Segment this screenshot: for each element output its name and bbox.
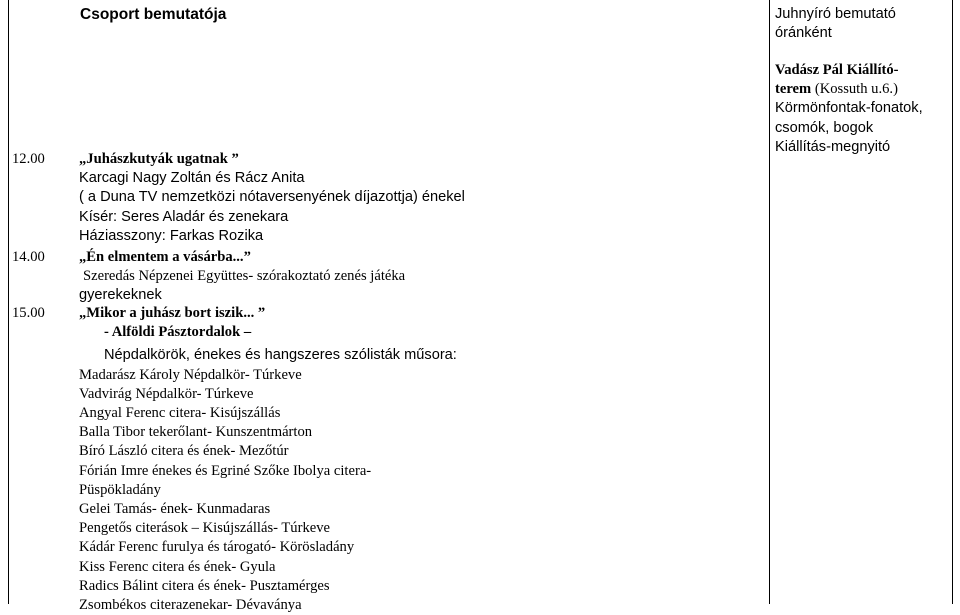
- program-time: 12.00: [12, 151, 45, 167]
- program-line: Kísér: Seres Aladár és zenekara: [79, 208, 289, 225]
- exhibit-title-end: terem: [775, 81, 812, 98]
- program-time: 14.00: [12, 249, 45, 265]
- exhibit-block: [775, 61, 923, 157]
- exhibit-location: (Kossuth u.6.): [811, 81, 898, 98]
- exhibit-line: csomók, bogok: [775, 119, 874, 136]
- program-block: [79, 150, 465, 246]
- section-header: Csoport bemutatója: [80, 6, 227, 23]
- performer-line: Püspökladány: [79, 481, 161, 498]
- exhibit-line: Körmönfontak-fonatok,: [775, 100, 923, 117]
- exhibit-title: Vadász Pál Kiállító-: [775, 62, 899, 78]
- performer-line: Kádár Ferenc furulya és tárogató- Körösladány: [79, 539, 355, 556]
- performer-line: Gelei Tamás- ének- Kunmadaras: [79, 501, 271, 518]
- program-time: 15.00: [12, 305, 45, 321]
- program-line: Karcagi Nagy Zoltán és Rácz Anita: [79, 170, 305, 187]
- column-divider-left: [8, 0, 9, 604]
- exhibit-line: Kiállítás-megnyitó: [775, 138, 891, 155]
- program-block: [79, 248, 405, 306]
- column-divider-right: [952, 0, 953, 604]
- performer-line: Balla Tibor tekerőlant- Kunszentmárton: [79, 424, 313, 441]
- program-line: Háziasszony: Farkas Rozika: [79, 227, 264, 244]
- program-title: „Én elmentem a vásárba...”: [79, 249, 251, 265]
- right-note: [775, 5, 896, 43]
- program-title: „Juhászkutyák ugatnak ”: [79, 151, 239, 167]
- performer-line: Radics Bálint citera és ének- Pusztamérges: [79, 577, 330, 594]
- performer-line: Pengetős citerások – Kisújszállás- Túrkeve: [79, 520, 331, 537]
- program-line: Népdalkörök, énekes és hangszeres szólisták műsora:: [104, 347, 457, 364]
- program-block: [79, 304, 457, 615]
- exhibit-title-line2: [775, 80, 923, 99]
- performer-line: Angyal Ferenc citera- Kisújszállás: [79, 405, 281, 422]
- performer-line: Bíró László citera és ének- Mezőtúr: [79, 443, 289, 460]
- program-subtitle: - Alföldi Pásztordalok –: [104, 324, 252, 341]
- performer-line: Madarász Károly Népdalkör- Túrkeve: [79, 366, 302, 383]
- note-line: Juhnyíró bemutató: [775, 6, 896, 22]
- performer-line: Fórián Imre énekes és Egriné Szőke Ibolya citera-: [79, 462, 372, 479]
- column-divider-middle: [769, 0, 770, 604]
- program-title: „Mikor a juhász bort iszik... ”: [79, 305, 266, 321]
- performer-line: Kiss Ferenc citera és ének- Gyula: [79, 558, 276, 575]
- program-line: ( a Duna TV nemzetközi nótaversenyének díjazottja) énekel: [79, 189, 465, 206]
- program-line: gyerekeknek: [79, 287, 162, 304]
- program-line: Szeredás Népzenei Együttes- szórakoztató zenés játéka: [83, 268, 406, 285]
- note-line: óránként: [775, 25, 832, 42]
- performer-line: Zsombékos citerazenekar- Dévaványa: [79, 597, 302, 614]
- performer-line: Vadvirág Népdalkör- Túrkeve: [79, 385, 254, 402]
